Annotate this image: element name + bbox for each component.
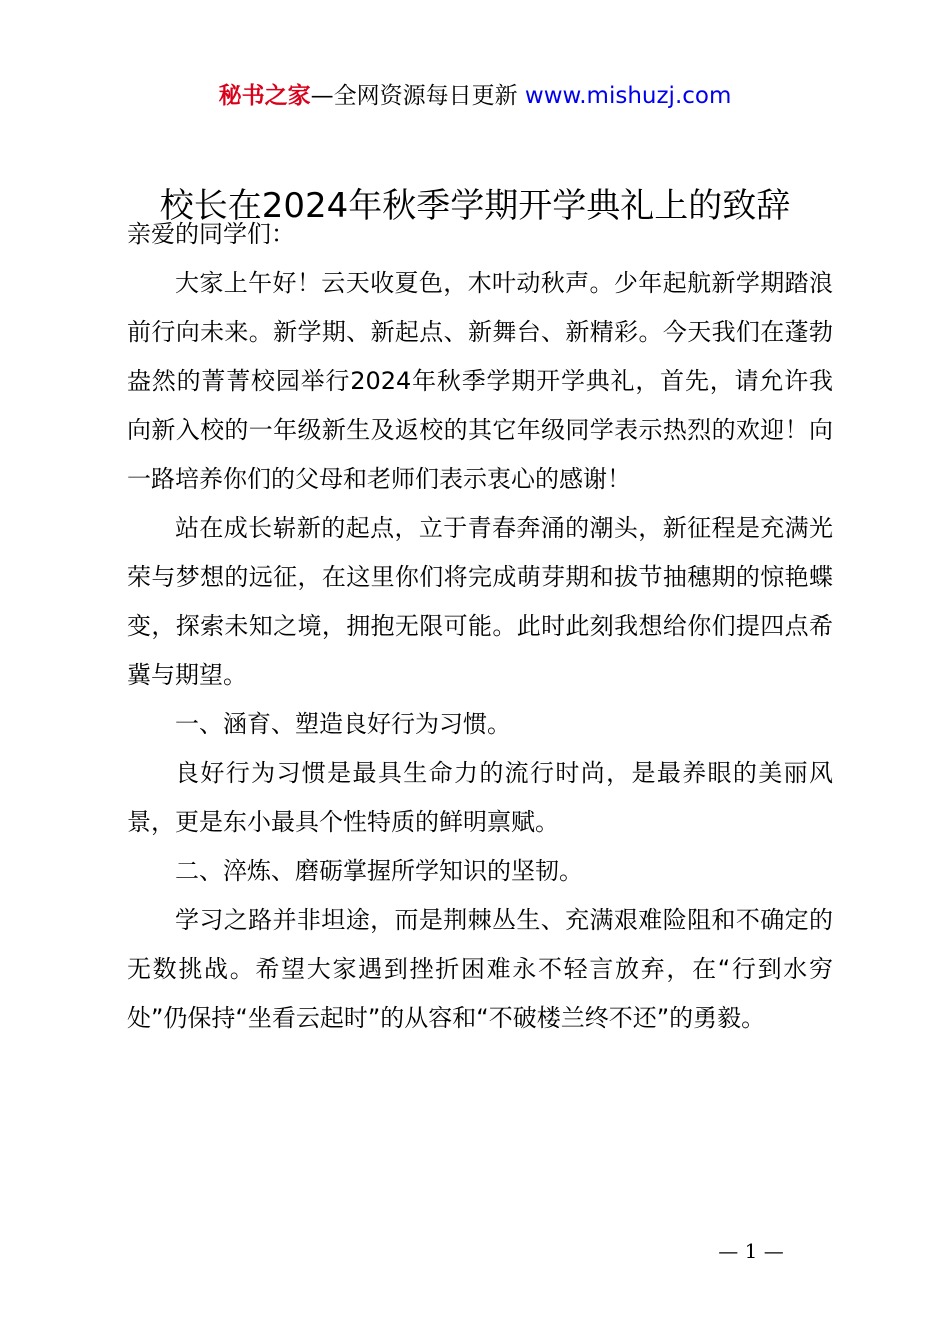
document-title: 校长在2024年秋季学期开学典礼上的致辞 — [159, 186, 791, 226]
paragraph-welcome: 大家上午好！云天收夏色，木叶动秋声。少年起航新学期踏浪前行向未来。新学期、新起点、新舞台、新精彩。今天我们在蓬勃盎然的菁菁校园举行2024年秋季学期开学典礼，首先，请允许我向新入校的一年级新生及返校的其它年级同学表示热烈的欢迎！向一路培养你们的父母和老师们表示衷心的感谢！ — [127, 269, 833, 493]
section-heading-habits: 一、涵育、塑造良好行为习惯。 — [175, 710, 511, 738]
site-url-link[interactable]: www.mishuzj.com — [524, 83, 732, 109]
salutation: 亲爱的同学们： — [127, 220, 295, 248]
section-heading-tenacity: 二、淬炼、磨砺掌握所学知识的坚韧。 — [175, 857, 583, 885]
paragraph-new-journey: 站在成长崭新的起点，立于青春奔涌的潮头，新征程是充满光荣与梦想的远征，在这里你们将完成萌芽期和拔节抽穗期的惊艳蝶变，探索未知之境，拥抱无限可能。此时此刻我想给你们提四点希冀与期望。 — [127, 514, 833, 689]
site-header — [0, 80, 950, 112]
paragraph-habits: 良好行为习惯是最具生命力的流行时尚，是最养眼的美丽风景，更是东小最具个性特质的鲜明禀赋。 — [127, 759, 833, 836]
paragraph-tenacity: 学习之路并非坦途，而是荆棘丛生、充满艰难险阻和不确定的无数挑战。希望大家遇到挫折困难永不轻言放弃，在“行到水穷处”仍保持“坐看云起时”的从容和“不破楼兰终不还”的勇毅。 — [127, 906, 833, 1032]
page-number: — 1 — — [718, 1239, 784, 1263]
brand-name: 秘书之家 — [218, 83, 311, 109]
document-body — [127, 210, 833, 1043]
header-tagline: —全网资源每日更新 — [310, 83, 518, 109]
